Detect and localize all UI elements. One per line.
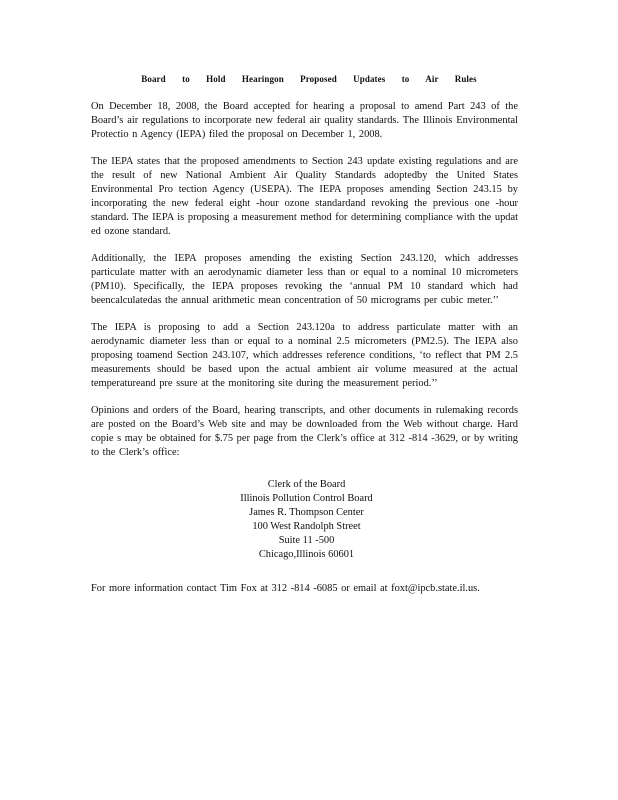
address-line: Suite 11 -500	[278, 534, 335, 546]
address-line: 100 West Randolph Street	[252, 520, 361, 532]
address-line: Illinois Pollution Control Board	[240, 492, 373, 504]
address-line: James R. Thompson Center	[249, 506, 364, 518]
address-line: Clerk of the Board	[267, 478, 346, 490]
document-body	[91, 100, 518, 609]
paragraph-pm10: Additionally, the IEPA proposes amending the existing Section 243.120, which addresses particulate matter with an aerodynamic diameter less than or equal to a nominal 10 micrometers (PM10). Specifically, the IEPA proposes revoking the ‘annual PM 10 standard which had beencalculatedas the annual arithmetic mean concentration of 50 micrograms per cubic meter.’’	[91, 253, 518, 306]
address-line: Chicago,Illinois 60601	[258, 548, 355, 560]
paragraph-documents-availability: Opinions and orders of the Board, hearing transcripts, and other documents in rulemaking records are posted on the Board’s Web site and may be downloaded from the Web without charge. Hard copie s may be obtained for $.75 per page from the Clerk’s office at 312 -814 -3629, or by writing to the Clerk’s office:	[91, 405, 518, 459]
paragraph-ozone-standard: The IEPA states that the proposed amendments to Section 243 update existing regulations and are the result of new National Ambient Air Quality Standards adoptedby the United States Environmental Pro tection Agency (USEPA). The IEPA proposes amending Section 243.15 by incorporating the new federal eight -hour ozone standardand revoking the previous one -hour standard. The IEPA is proposing a measurement method for determining compliance with the updat ed ozone standard.	[91, 156, 518, 237]
paragraph-pm25: The IEPA is proposing to add a Section 243.120a to address particulate matter with an aerodynamic diameter less than or equal to a nominal 2.5 micrometers (PM2.5). The IEPA also proposing toamend Section 243.107, which addresses reference conditions, ‘to reflect that PM 2.5 measurements should be based upon the actual ambient air volume measured at the actual temperatureand pre ssure at the monitoring site during the measurement period.’’	[91, 322, 518, 389]
contact-information: For more information contact Tim Fox at 312 -814 -6085 or email at foxt@ipcb.state.il.us.	[91, 582, 480, 594]
paragraph-hearing-accepted: On December 18, 2008, the Board accepted for hearing a proposal to amend Part 243 of the Board’s air regulations to incorporate new federal air quality standards. The Illinois Environmental Protectio n Agency (IEPA) filed the proposal on December 1, 2008.	[91, 101, 518, 140]
document-title: Board to Hold Hearingon Proposed Updates to Air Rules	[141, 74, 477, 84]
clerk-address-block	[91, 478, 520, 562]
